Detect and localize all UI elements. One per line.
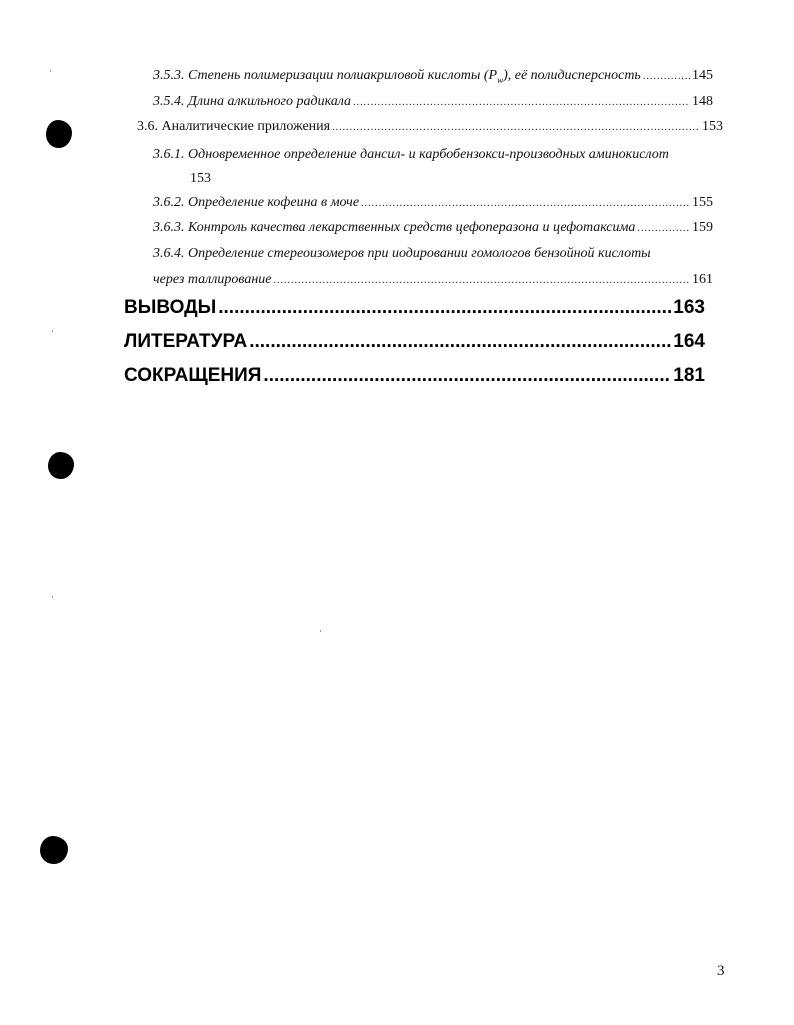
toc-entry-title: через таллирование <box>153 272 272 287</box>
toc-section-title: СОКРАЩЕНИЯ <box>124 365 262 386</box>
scan-speck <box>50 70 51 72</box>
toc-page-number: 155 <box>692 195 713 210</box>
scan-speck <box>52 330 53 332</box>
toc-entry-title: 3.5.3. Степень полимеризации полиакриловой кислоты $(P_w)$, её полидисперсность <box>153 68 641 85</box>
toc-leader-dots <box>332 122 700 133</box>
toc-entry-title: 3.6.1. Одновременное определение дансил- и карбобензокси-производных аминокислот <box>153 147 669 162</box>
toc-section-title: ВЫВОДЫ <box>124 297 217 318</box>
toc-entry-title: 3.5.4. Длина алкильного радикала <box>153 94 352 109</box>
binder-hole-middle <box>48 452 74 479</box>
toc-leader-dots <box>361 198 690 209</box>
toc-section-conclusions[interactable] <box>124 297 705 319</box>
toc-page-number: 153 <box>190 171 211 186</box>
toc-entry-3-5-3[interactable] <box>153 68 713 85</box>
toc-leader-dots <box>263 365 671 387</box>
scan-speck <box>320 630 321 632</box>
toc-entry-3-6-2[interactable] <box>153 195 713 211</box>
toc-leader-dots <box>218 297 671 319</box>
toc-entry-3-6[interactable] <box>137 119 723 135</box>
toc-leader-dots <box>353 97 690 108</box>
toc-entry-3-5-4[interactable] <box>153 94 713 110</box>
toc-section-literature[interactable] <box>124 331 705 353</box>
binder-hole-bottom <box>40 836 68 864</box>
toc-entry-3-6-3[interactable] <box>153 220 713 236</box>
toc-page-number: 145 <box>692 68 713 83</box>
toc-entry-title: 3.6. Аналитические приложения <box>137 119 331 134</box>
binder-hole-top <box>46 120 72 148</box>
toc-section-abbreviations[interactable] <box>124 365 705 387</box>
toc-entry-title: 3.6.3. Контроль качества лекарственных средств цефоперазона и цефотаксима <box>153 220 636 235</box>
toc-leader-dots <box>643 71 690 82</box>
toc-entry-3-6-4[interactable] <box>153 246 713 262</box>
toc-section-title: ЛИТЕРАТУРА <box>124 331 248 352</box>
toc-page-number: 181 <box>673 365 705 386</box>
page-number: 3 <box>717 963 725 979</box>
toc-entry-title: 3.6.2. Определение кофеина в моче <box>153 195 360 210</box>
toc-page-number: 163 <box>673 297 705 318</box>
toc-leader-dots <box>274 275 690 286</box>
toc-page-number: 153 <box>702 119 723 134</box>
toc-leader-dots <box>249 331 671 353</box>
toc-entry-3-6-4-continuation[interactable] <box>153 272 713 288</box>
toc-page-number: 161 <box>692 272 713 287</box>
toc-page-number: 159 <box>692 220 713 235</box>
toc-entry-3-6-1[interactable] <box>153 147 713 163</box>
toc-page-number: 164 <box>673 331 705 352</box>
toc-entry-title: 3.6.4. Определение стереоизомеров при иодировании гомологов бензойной кислоты <box>153 246 651 261</box>
toc-page-number: 148 <box>692 94 713 109</box>
toc-leader-dots <box>637 223 690 234</box>
scan-speck <box>52 596 53 598</box>
